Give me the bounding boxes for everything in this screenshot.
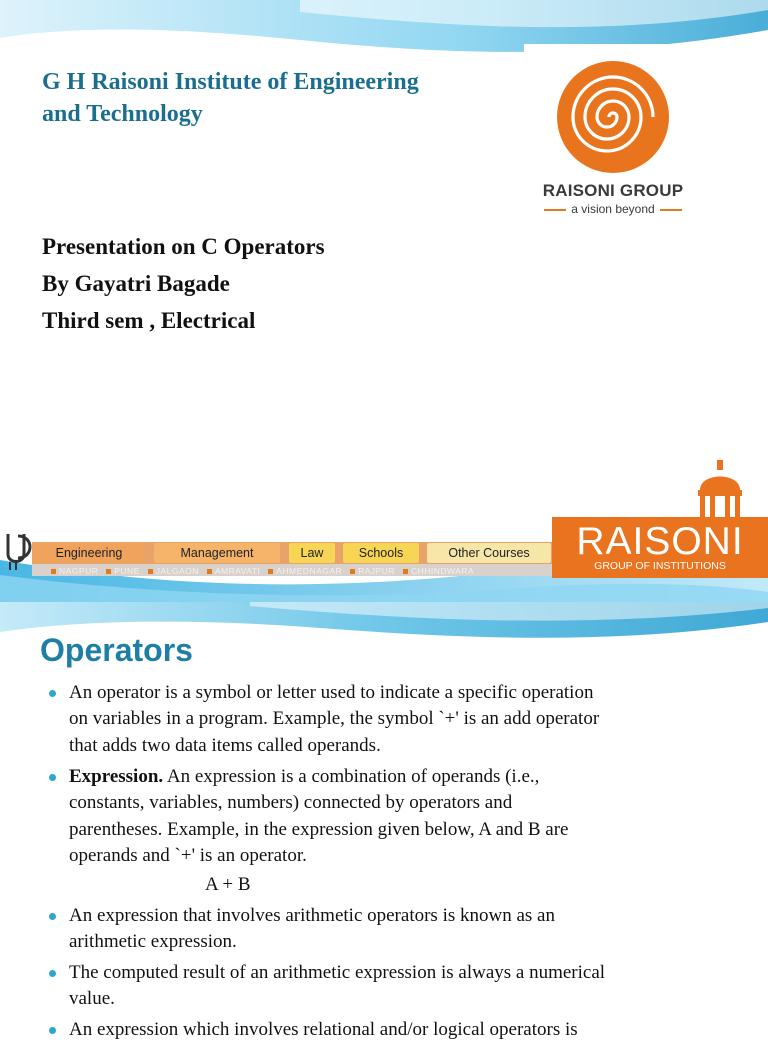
banner-law: Law	[289, 543, 335, 563]
presentation-topic: Presentation on C Operators	[42, 234, 325, 259]
bullet-line: on variables in a program. Example, the symbol `+' is an add operator	[69, 708, 600, 730]
presentation-info	[42, 228, 325, 339]
bullet-line	[69, 764, 749, 790]
banner-schools: Schools	[343, 543, 419, 563]
bullet-line: An expression which involves relational and/or logical operators is	[69, 1019, 578, 1040]
dome-building-icon	[690, 456, 750, 520]
bullet-dot-icon	[49, 774, 56, 781]
bullet-line: parentheses. Example, in the expression given below, A and B are	[69, 818, 569, 840]
banner-cities	[46, 566, 474, 576]
raisoni-brand-block	[552, 517, 768, 578]
banner-other-courses: Other Courses	[427, 543, 551, 563]
logo-tagline-row	[524, 202, 702, 216]
bullet-line: that adds two data items called operands.	[69, 734, 381, 756]
bullet-text	[69, 1017, 749, 1043]
operators-slide	[0, 602, 768, 1040]
logo-name: RAISONI GROUP	[542, 181, 684, 200]
bullet-line: constants, variables, numbers) connected by operators and	[69, 792, 513, 814]
city-label: CHHINDWARA	[410, 566, 475, 576]
bullet-line: An operator is a symbol or letter used to indicate a specific operation	[69, 682, 594, 703]
bullet-line: An expression that involves arithmetic operators is known as an	[69, 905, 555, 926]
presenter-name: By Gayatri Bagade	[42, 271, 230, 296]
bullet-text	[69, 764, 749, 869]
bullet-line: operands and `+' is an operator.	[69, 844, 307, 866]
slide-title: Operators	[40, 632, 193, 668]
banner-engineering: Engineering	[33, 543, 145, 563]
city-label: NAGPUR	[59, 566, 99, 576]
bullet-dot-icon	[49, 970, 56, 977]
bullet-line: arithmetic expression.	[69, 931, 237, 953]
bullet-dot-icon	[49, 690, 56, 697]
city-label: JALGAON	[155, 566, 199, 576]
spiral-logo-icon	[524, 44, 702, 178]
bullet-line: The computed result of an arithmetic expression is always a numerical	[69, 962, 606, 983]
bullet-line-rest: An expression is a combination of operands (i.e.,	[163, 766, 540, 787]
raisoni-brand-name: RAISONI	[576, 520, 744, 563]
city-label: PUNE	[114, 566, 140, 576]
bullet-keyword: Expression.	[69, 766, 164, 787]
bullet-dot-icon	[49, 1027, 56, 1034]
institute-title-line2: and Technology	[42, 101, 203, 127]
bullet-text	[69, 903, 749, 956]
semester-branch: Third sem , Electrical	[42, 308, 256, 333]
logo-tagline: a vision beyond	[571, 202, 655, 216]
banner-management: Management	[154, 543, 280, 563]
raisoni-brand-subtitle: GROUP OF INSTITUTIONS	[594, 560, 726, 572]
bullet-dot-icon	[49, 913, 56, 920]
bullet-line: value.	[69, 988, 115, 1010]
bullet-text	[69, 960, 749, 1013]
city-label: AHMEDNAGAR	[276, 566, 343, 576]
bullet-text	[69, 680, 749, 759]
city-label: AMRAVATI	[214, 566, 261, 576]
raisoni-group-logo	[524, 44, 702, 218]
example-expression: A + B	[205, 874, 251, 895]
institute-title-line1: G H Raisoni Institute of Engineering	[42, 69, 419, 95]
institute-title	[42, 66, 512, 130]
city-label: RAJPUR	[358, 566, 396, 576]
